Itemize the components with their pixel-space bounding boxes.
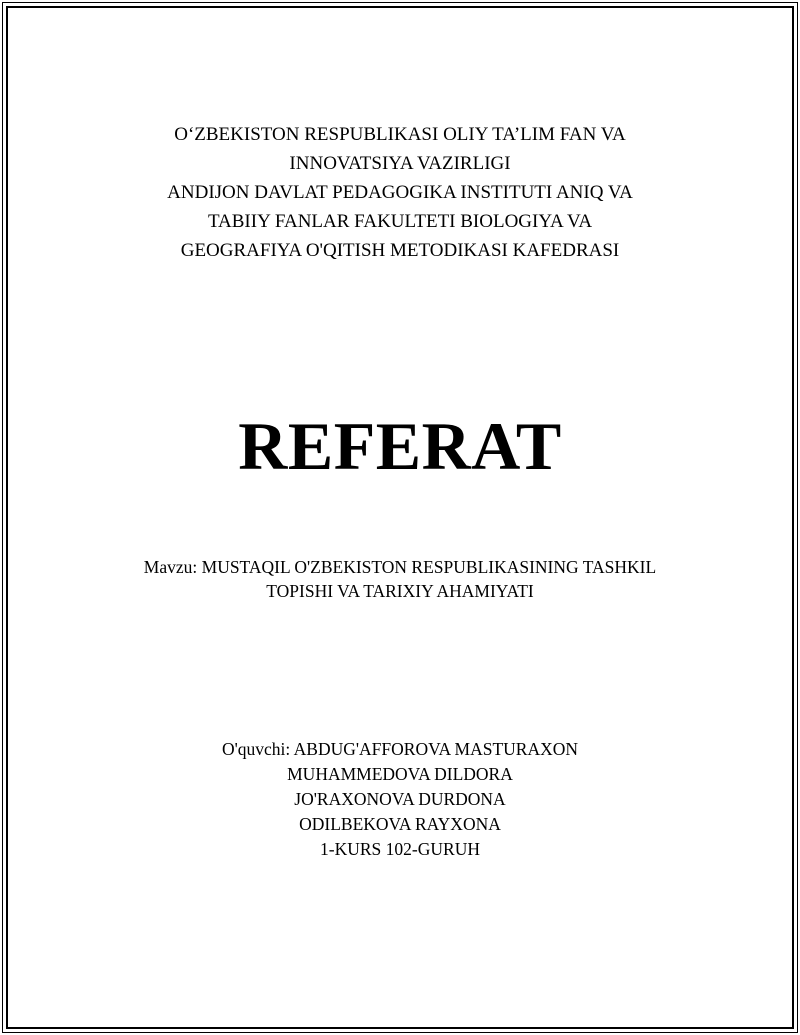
students-block xyxy=(0,737,800,862)
header-line-5: GEOGRAFIYA O'QITISH METODIKASI KAFEDRASI xyxy=(180,240,620,261)
student-line-4: ODILBEKOVA RAYXONA xyxy=(299,814,501,834)
institution-header xyxy=(0,120,800,265)
header-line-1: O‘ZBEKISTON RESPUBLIKASI OLIY TA’LIM FAN VA xyxy=(174,124,626,145)
document-title: REFERAT xyxy=(238,408,562,484)
student-line-1: O'quvchi: ABDUG'AFFOROVA MASTURAXON xyxy=(221,739,579,759)
header-line-2: INNOVATSIYA VAZIRLIGI xyxy=(289,153,511,174)
header-line-4: TABIIY FANLAR FAKULTETI BIOLOGIYA VA xyxy=(207,211,593,232)
topic-line-1: Mavzu: MUSTAQIL O'ZBEKISTON RESPUBLIKASINING TASHKIL xyxy=(143,557,657,577)
student-line-3: JO'RAXONOVA DURDONA xyxy=(294,789,506,809)
header-line-3: ANDIJON DAVLAT PEDAGOGIKA INSTITUTI ANIQ VA xyxy=(167,182,633,203)
course-group-line: 1-KURS 102-GURUH xyxy=(320,839,480,859)
topic-block xyxy=(0,555,800,603)
student-line-2: MUHAMMEDOVA DILDORA xyxy=(287,764,513,784)
topic-line-2: TOPISHI VA TARIXIY AHAMIYATI xyxy=(266,581,534,601)
